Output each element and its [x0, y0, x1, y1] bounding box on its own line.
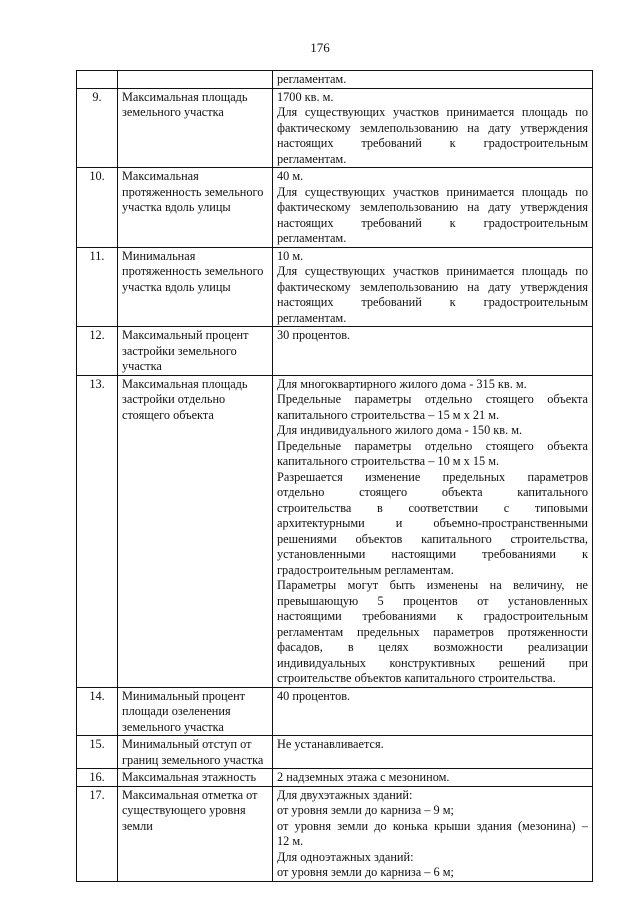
value-line: фактическому землепользованию на дату утверждения [277, 200, 588, 214]
value-line: 30 процентов. [277, 328, 351, 342]
value-line: капитального строительства – 10 м х 15 м. [277, 454, 500, 468]
value-line: настоящих требований к градостроительным [277, 295, 588, 309]
value-line: регламентам. [277, 151, 347, 166]
table-row [77, 88, 593, 168]
value-line: Для одноэтажных зданий: [277, 849, 414, 864]
value-line: 1700 кв. м. [277, 89, 334, 104]
value-line: Для существующих участков принимается площадь по [277, 264, 588, 278]
parameter-name: Максимальный процент застройки земельного участка [118, 327, 273, 376]
parameter-name: Максимальная протяженность земельного участка вдоль улицы [118, 168, 273, 248]
row-number: 15. [77, 736, 118, 769]
parameter-name: Максимальная площадь застройки отдельно стоящего объекта [118, 375, 273, 687]
value-line: 2 надземных этажа с мезонином. [277, 770, 450, 784]
value-line: 40 м. [277, 169, 304, 183]
parameter-value [273, 247, 593, 327]
table-row [77, 327, 593, 376]
row-number: 16. [77, 769, 118, 787]
value-line: от уровня земли до конька крыши здания (мезонина) – [277, 818, 588, 833]
value-line: строительства в соответствии с типовыми [277, 500, 588, 515]
value-line: Предельные параметры отдельно стоящего объекта [277, 438, 588, 453]
value-line: настоящими требованиями к градостроительным [277, 609, 588, 623]
row-number [77, 71, 118, 89]
value-line: капитального строительства – 15 м х 21 м. [277, 407, 500, 422]
parameter-name: Минимальный процент площади озеленения земельного участка [118, 687, 273, 736]
value-line: фактическому землепользованию на дату утверждения [277, 120, 588, 135]
value-line: градостроительным регламентам. [277, 562, 454, 577]
table-row [77, 786, 593, 881]
parameter-value [273, 375, 593, 687]
value-line: 12 м. [277, 834, 304, 848]
value-line: отдельно стоящего объекта капитального [277, 485, 588, 499]
value-line: Для индивидуального жилого дома - 150 кв. м. [277, 423, 523, 437]
parameter-value [273, 786, 593, 881]
value-line: индивидуальных конструктивных решений при [277, 655, 588, 670]
value-line: настоящих требований к градостроительным [277, 215, 588, 230]
value-line: Для двухэтажных зданий: [277, 787, 413, 802]
row-number: 12. [77, 327, 118, 376]
row-number: 9. [77, 88, 118, 168]
value-line: настоящих требований к градостроительным [277, 136, 588, 150]
value-line: фасадов, в целях возможности реализации [277, 640, 588, 654]
parameter-name: Минимальная протяженность земельного участка вдоль улицы [118, 247, 273, 327]
value-line: Для существующих участков принимается площадь по [277, 184, 588, 199]
value-line: архитектурными и объемно-пространственными [277, 516, 588, 530]
value-line: Предельные параметры отдельно стоящего объекта [277, 392, 588, 406]
value-line: от уровня земли до карниза – 9 м; [277, 803, 454, 817]
parameter-name: Максимальная этажность [118, 769, 273, 787]
parameters-table [76, 70, 593, 882]
page-number: 176 [310, 40, 330, 55]
value-line: регламентам предельных параметров протяженности [277, 624, 588, 639]
parameter-value [273, 736, 593, 769]
row-number: 13. [77, 375, 118, 687]
row-number: 11. [77, 247, 118, 327]
table-row [77, 687, 593, 736]
value-line: решениями объектов капитального строительства, [277, 531, 588, 546]
parameter-value [273, 168, 593, 248]
parameter-value [273, 769, 593, 787]
table-row [77, 168, 593, 248]
value-line: Для существующих участков принимается площадь по [277, 105, 588, 119]
value-line: Не устанавливается. [277, 737, 384, 751]
parameter-value [273, 71, 593, 89]
value-line: 10 м. [277, 248, 304, 263]
value-line: фактическому землепользованию на дату утверждения [277, 279, 588, 294]
value-line: регламентам. [277, 310, 347, 325]
value-line: регламентам. [277, 231, 347, 245]
value-line: Разрешается изменение предельных параметров [277, 469, 588, 484]
parameter-name [118, 71, 273, 89]
value-line: строительстве объектов капитального строительства. [277, 671, 556, 685]
parameter-value [273, 88, 593, 168]
value-line: установленными настоящими требованиями к [277, 547, 588, 561]
parameter-name: Максимальная площадь земельного участка [118, 88, 273, 168]
table-row [77, 71, 593, 89]
value-line: Параметры могут быть изменены на величину, не [277, 578, 588, 592]
parameter-name: Минимальный отступ от границ земельного участка [118, 736, 273, 769]
value-line: превышающую 5 процентов от установленных [277, 593, 588, 608]
value-line: регламентам. [277, 72, 347, 86]
parameter-name: Максимальная отметка от существующего уровня земли [118, 786, 273, 881]
table-row [77, 375, 593, 687]
value-line: от уровня земли до карниза – 6 м; [277, 865, 454, 879]
value-line: 40 процентов. [277, 688, 351, 703]
parameter-value [273, 687, 593, 736]
row-number: 17. [77, 786, 118, 881]
value-line: Для многоквартирного жилого дома - 315 кв. м. [277, 376, 527, 391]
table-row [77, 736, 593, 769]
parameter-value [273, 327, 593, 376]
row-number: 14. [77, 687, 118, 736]
table-row [77, 769, 593, 787]
table-row [77, 247, 593, 327]
row-number: 10. [77, 168, 118, 248]
